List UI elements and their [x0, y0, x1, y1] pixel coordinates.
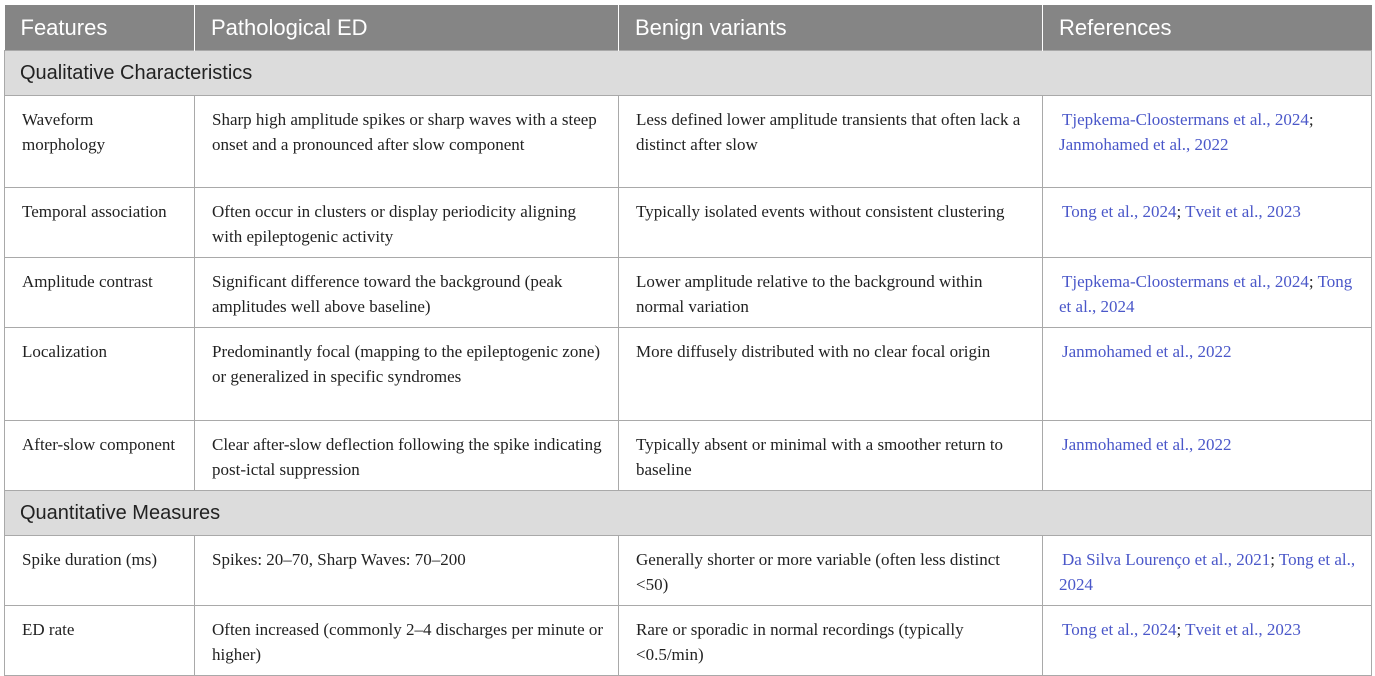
reference-link[interactable]: Janmohamed et al., 2022: [1059, 135, 1229, 154]
references-cell: [1043, 328, 1372, 421]
references-cell: [1043, 606, 1372, 676]
features-table: [4, 5, 1372, 676]
table-row: [5, 188, 1372, 258]
section-row-quantitative: [5, 491, 1372, 536]
benign-cell: Lower amplitude relative to the background within normal variation: [619, 258, 1043, 328]
references-cell: [1043, 421, 1372, 491]
pathological-cell: Significant difference toward the background (peak amplitudes well above baseline): [195, 258, 619, 328]
header-pathological: Pathological ED: [195, 5, 619, 51]
references-cell: [1043, 96, 1372, 188]
header-row: [5, 5, 1372, 51]
references-cell: [1043, 536, 1372, 606]
reference-link[interactable]: Tong et al., 2024: [1059, 272, 1353, 316]
benign-cell: Less defined lower amplitude transients that often lack a distinct after slow: [619, 96, 1043, 188]
table-row: [5, 328, 1372, 421]
reference-link[interactable]: Janmohamed et al., 2022: [1062, 342, 1232, 361]
header-references: References: [1043, 5, 1372, 51]
benign-cell: More diffusely distributed with no clear focal origin: [619, 328, 1043, 421]
table-row: [5, 421, 1372, 491]
feature-cell: After-slow component: [5, 421, 195, 491]
section-title: Quantitative Measures: [5, 491, 1372, 536]
reference-link[interactable]: Tjepkema-Cloostermans et al., 2024: [1062, 272, 1309, 291]
references-cell: [1043, 258, 1372, 328]
benign-cell: Typically isolated events without consistent clustering: [619, 188, 1043, 258]
references-cell: [1043, 188, 1372, 258]
pathological-cell: Often occur in clusters or display periodicity aligning with epileptogenic activity: [195, 188, 619, 258]
pathological-cell: Predominantly focal (mapping to the epileptogenic zone) or generalized in specific syndromes: [195, 328, 619, 421]
table-row: [5, 536, 1372, 606]
header-features: Features: [5, 5, 195, 51]
feature-cell: Waveform morphology: [5, 96, 195, 188]
table-row: [5, 606, 1372, 676]
reference-link[interactable]: Da Silva Lourenço et al., 2021: [1062, 550, 1271, 569]
reference-separator: ;: [1308, 110, 1314, 129]
reference-separator: ;: [1176, 620, 1186, 639]
header-benign: Benign variants: [619, 5, 1043, 51]
reference-link[interactable]: Tveit et al., 2023: [1185, 202, 1301, 221]
pathological-cell: Sharp high amplitude spikes or sharp waves with a steep onset and a pronounced after slow component: [195, 96, 619, 188]
reference-link[interactable]: Tveit et al., 2023: [1185, 620, 1301, 639]
pathological-cell: Clear after-slow deflection following the spike indicating post-ictal suppression: [195, 421, 619, 491]
reference-separator: ;: [1270, 550, 1279, 569]
reference-link[interactable]: Tong et al., 2024: [1059, 550, 1356, 594]
section-title: Qualitative Characteristics: [5, 51, 1372, 96]
benign-cell: Generally shorter or more variable (often less distinct <50): [619, 536, 1043, 606]
section-row-qualitative: [5, 51, 1372, 96]
feature-cell: Spike duration (ms): [5, 536, 195, 606]
table-row: [5, 258, 1372, 328]
pathological-cell: Often increased (commonly 2–4 discharges per minute or higher): [195, 606, 619, 676]
benign-cell: Typically absent or minimal with a smoother return to baseline: [619, 421, 1043, 491]
reference-link[interactable]: Janmohamed et al., 2022: [1062, 435, 1232, 454]
reference-separator: ;: [1176, 202, 1186, 221]
reference-link[interactable]: Tong et al., 2024: [1062, 620, 1177, 639]
feature-cell: Localization: [5, 328, 195, 421]
reference-separator: ;: [1308, 272, 1318, 291]
benign-cell: Rare or sporadic in normal recordings (typically <0.5/min): [619, 606, 1043, 676]
feature-cell: Amplitude contrast: [5, 258, 195, 328]
feature-cell: ED rate: [5, 606, 195, 676]
reference-link[interactable]: Tong et al., 2024: [1062, 202, 1177, 221]
pathological-cell: Spikes: 20–70, Sharp Waves: 70–200: [195, 536, 619, 606]
reference-link[interactable]: Tjepkema-Cloostermans et al., 2024: [1062, 110, 1309, 129]
table-row: [5, 96, 1372, 188]
feature-cell: Temporal association: [5, 188, 195, 258]
